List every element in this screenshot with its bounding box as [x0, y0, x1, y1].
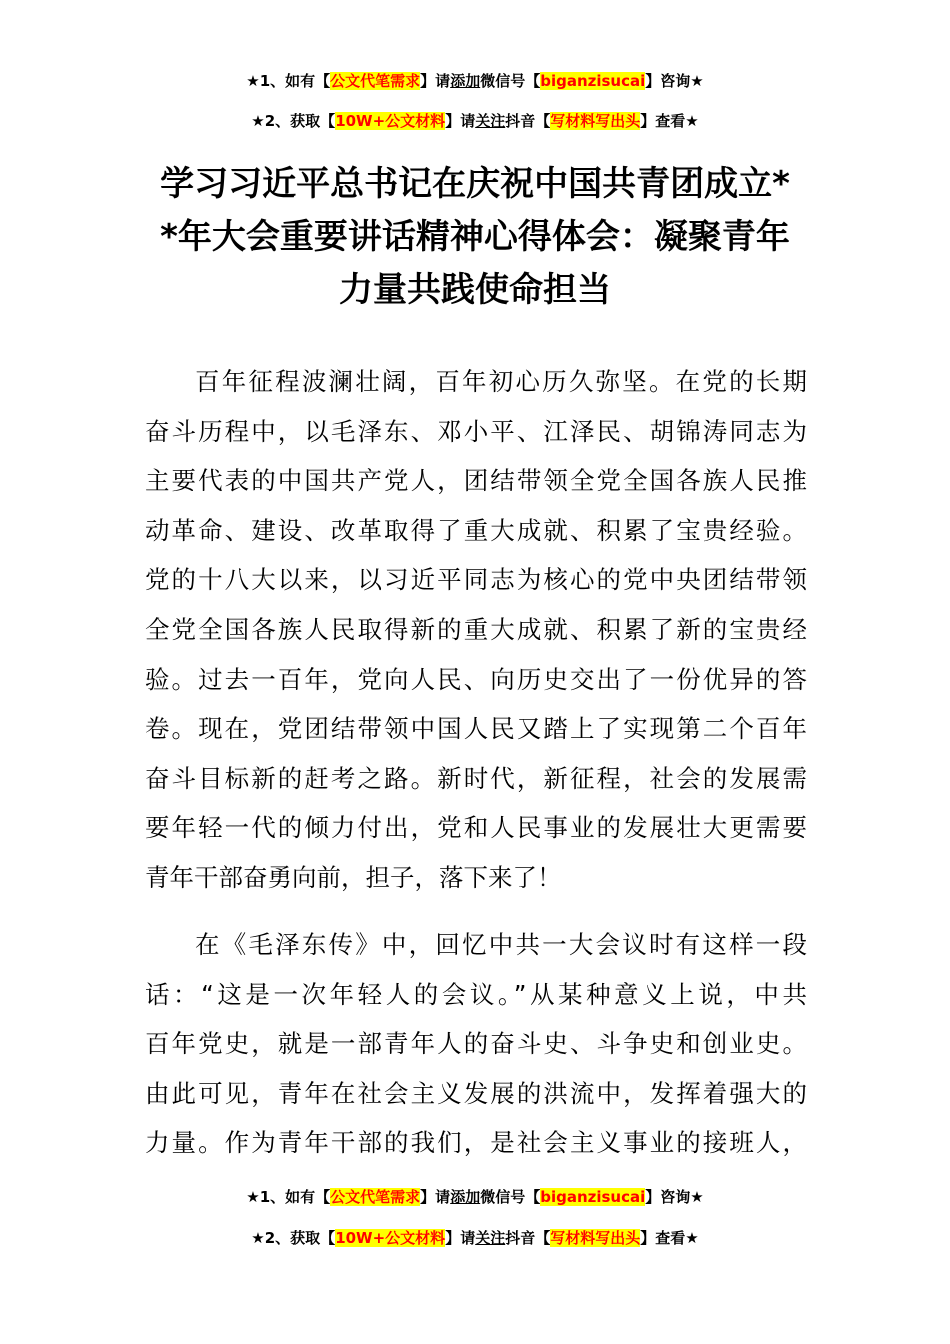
promo-text: 抖音【 — [505, 1229, 551, 1247]
paragraph-line: 主要代表的中国共产党人，团结带领全党全国各族人民推 — [145, 466, 807, 496]
paragraph-line: 卷。现在，党团结带领中国人民又踏上了实现第二个百年 — [145, 714, 807, 744]
footer-promo-line-2 — [0, 1227, 950, 1249]
promo-highlight: 10W+公文材料 — [335, 1229, 446, 1247]
promo-text: 抖音【 — [505, 112, 551, 130]
promo-text: 】查看★ — [640, 1229, 699, 1247]
paragraph-line: 动革命、建设、改革取得了重大成就、积累了宝贵经验。 — [145, 515, 807, 545]
promo-highlight: 公文代笔需求 — [330, 72, 421, 90]
promo-highlight: 10W+公文材料 — [335, 112, 446, 130]
paragraph-line: 验。过去一百年，党向人民、向历史交出了一份优异的答 — [145, 664, 807, 694]
promo-text: 】咨询★ — [645, 1188, 704, 1206]
paragraph-1 — [145, 357, 807, 903]
promo-text: 】咨询★ — [645, 72, 704, 90]
paragraph-line: 百年征程波澜壮阔，百年初心历久弥坚。在党的长期 — [195, 367, 807, 396]
paragraph-line: 话：“这是一次年轻人的会议。”从某种意义上说，中共 — [145, 979, 807, 1009]
promo-emphasis: 关注 — [475, 112, 506, 130]
promo-text: 微信号【 — [480, 72, 541, 90]
promo-text: 】请 — [445, 112, 476, 130]
paragraph-line: 奋斗目标新的赶考之路。新时代，新征程，社会的发展需 — [145, 763, 807, 793]
promo-text: 】查看★ — [640, 112, 699, 130]
promo-text: ★1、如有【 — [246, 1188, 331, 1206]
header-promo-line-2 — [0, 110, 950, 132]
promo-text: 微信号【 — [480, 1188, 541, 1206]
promo-douyin-id: 写材料写出头 — [550, 112, 641, 130]
paragraph-line: 党的十八大以来，以习近平同志为核心的党中央团结带领 — [145, 565, 807, 595]
promo-text: 】请 — [420, 72, 451, 90]
promo-text: ★2、获取【 — [251, 1229, 336, 1247]
paragraph-line: 在《毛泽东传》中，回忆中共一大会议时有这样一段 — [195, 930, 807, 959]
paragraph-2 — [145, 920, 807, 1168]
promo-emphasis: 添加 — [450, 1188, 481, 1206]
title-line: *年大会重要讲话精神心得体会：凝聚青年 — [160, 217, 790, 257]
promo-text: ★1、如有【 — [246, 72, 331, 90]
promo-text: ★2、获取【 — [251, 112, 336, 130]
paragraph-line: 全党全国各族人民取得新的重大成就、积累了新的宝贵经 — [145, 614, 807, 644]
paragraph-line: 要年轻一代的倾力付出，党和人民事业的发展壮大更需要 — [145, 813, 807, 843]
promo-wechat-id: biganzisucai — [540, 1188, 646, 1206]
promo-text: 】请 — [445, 1229, 476, 1247]
paragraph-line: 力量。作为青年干部的我们，是社会主义事业的接班人， — [145, 1128, 807, 1158]
header-promo-line-1 — [0, 70, 950, 92]
title-line: 学习习近平总书记在庆祝中国共青团成立* — [160, 164, 790, 204]
paragraph-line: 百年党史，就是一部青年人的奋斗史、斗争史和创业史。 — [145, 1029, 807, 1059]
paragraph-line: 由此可见，青年在社会主义发展的洪流中，发挥着强大的 — [145, 1078, 807, 1108]
document-title — [140, 158, 810, 317]
paragraph-line: 奋斗历程中，以毛泽东、邓小平、江泽民、胡锦涛同志为 — [145, 416, 807, 446]
promo-douyin-id: 写材料写出头 — [550, 1229, 641, 1247]
promo-highlight: 公文代笔需求 — [330, 1188, 421, 1206]
promo-text: 】请 — [420, 1188, 451, 1206]
footer-promo-line-1 — [0, 1186, 950, 1208]
paragraph-line: 青年干部奋勇向前，担子，落下来了！ — [145, 862, 562, 892]
promo-wechat-id: biganzisucai — [540, 72, 646, 90]
promo-emphasis: 添加 — [450, 72, 481, 90]
title-line: 力量共践使命担当 — [339, 270, 611, 310]
promo-emphasis: 关注 — [475, 1229, 506, 1247]
